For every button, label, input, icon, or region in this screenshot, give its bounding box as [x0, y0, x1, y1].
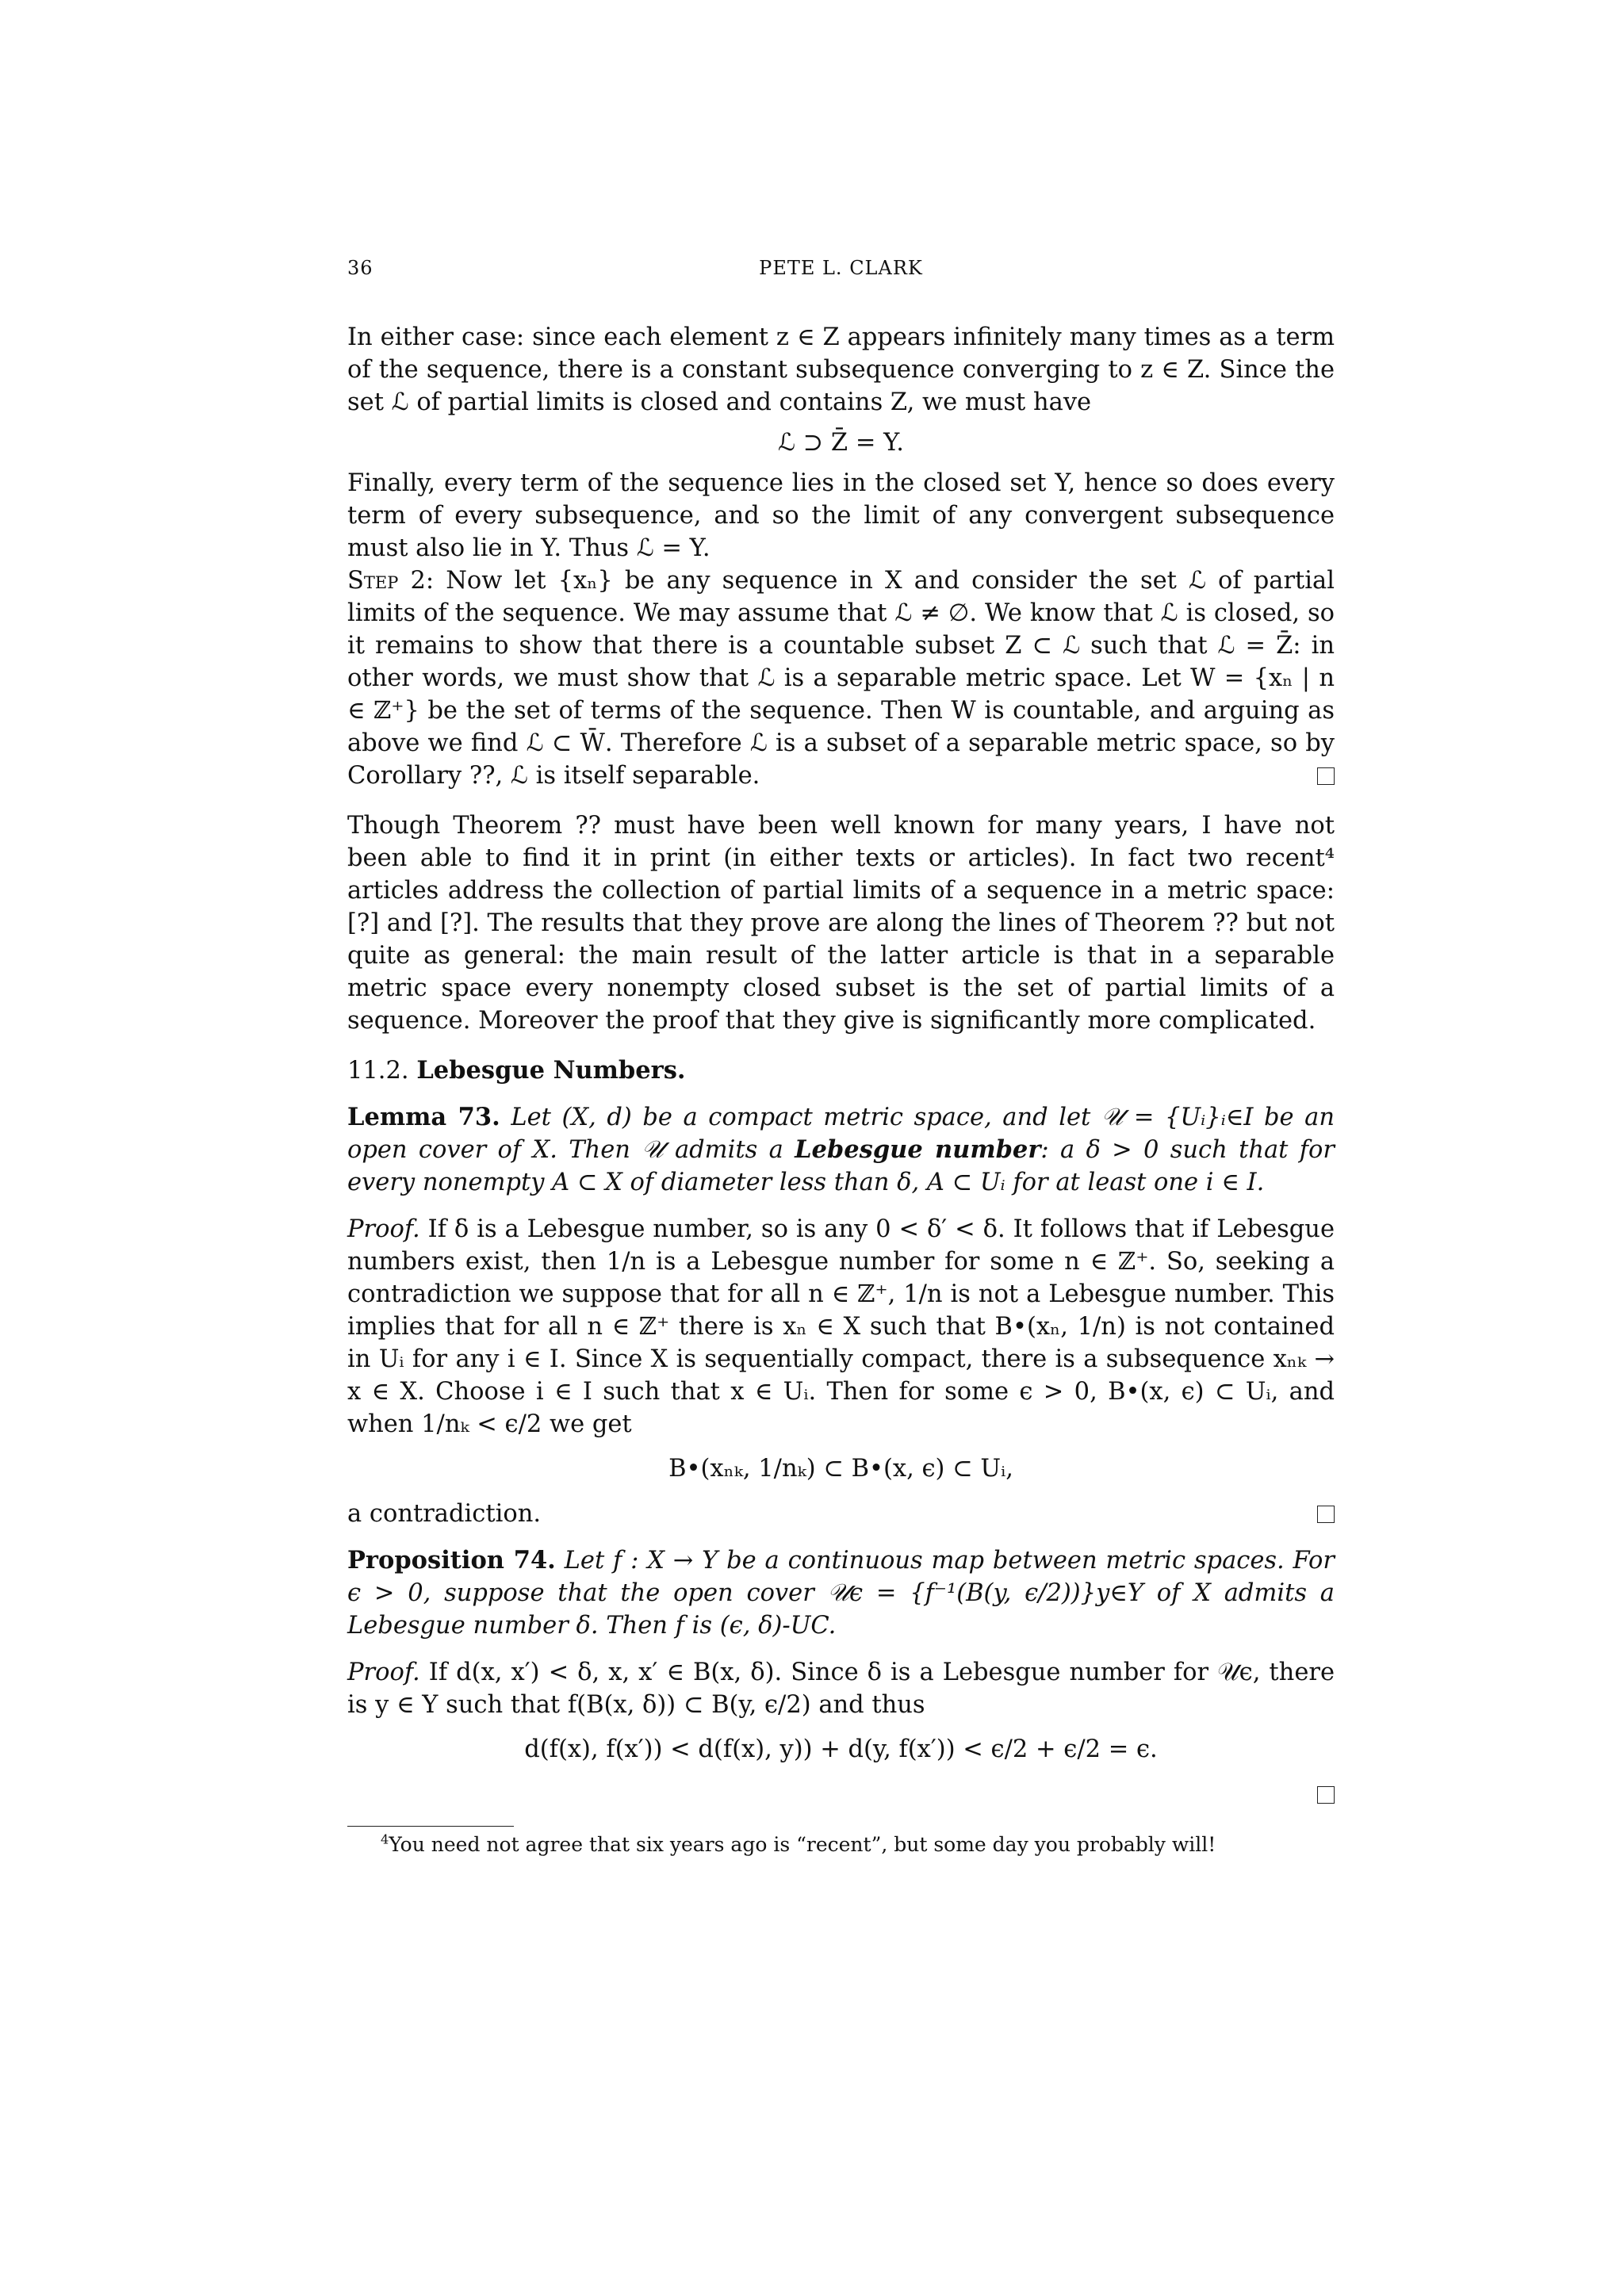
lemma-text-before: Let (X, d) be a compact metric space, and let 𝒰 = {Uᵢ}ᵢ∈I be an open cover of X. Then 𝒰 admits a — [347, 1104, 1335, 1164]
proposition-text: Let f : X → Y be a continuous map between metric spaces. For ϵ > 0, suppose that the open cover 𝒰ϵ = {f⁻¹(B(y, ϵ/2))}y∈Y of X admits a Lebesgue number δ. Then f is (ϵ, δ)-UC. — [347, 1547, 1335, 1640]
proof-2 — [347, 1656, 1335, 1721]
proposition-label: Proposition 74. — [347, 1546, 556, 1575]
qed-symbol — [1317, 1786, 1335, 1804]
qed-line — [347, 1778, 1335, 1810]
proposition-74 — [347, 1544, 1335, 1642]
equation-1: ℒ ⊃ Z̄ = Y. — [778, 429, 904, 457]
footnote-marker: 4 — [381, 1831, 389, 1847]
proof-2-equation: d(f(x), f(x′)) < d(f(x), y)) + d(y, f(x′)) < ϵ/2 + ϵ/2 = ϵ. — [524, 1735, 1158, 1763]
proof-2-text: If d(x, x′) < δ, x, x′ ∈ B(x, δ). Since δ is a Lebesgue number for 𝒰ϵ, there is y ∈ Y such that f(B(x, δ)) ⊂ B(y, ϵ/2) and thus — [347, 1659, 1335, 1719]
qed-symbol — [1317, 767, 1335, 785]
proof-1-closing: a contradiction. — [347, 1500, 542, 1528]
proof-2-label: Proof. — [347, 1659, 420, 1686]
section-title: Lebesgue Numbers. — [416, 1056, 686, 1085]
section-heading — [347, 1054, 1335, 1087]
qed-symbol — [1317, 1506, 1335, 1523]
step-2-text: : Now let {xₙ} be any sequence in X and consider the set ℒ of partial limits of the sequence. We may assume that ℒ ≠ ∅. We know that ℒ is closed, so it remains to show that there is a countable subset Z ⊂ ℒ such that ℒ = Z̄: in other words, we must show that ℒ is a separable metric space. Let W = {xₙ | n ∈ ℤ⁺} be the set of terms of the sequence. Then W is countable, and arguing as above we find ℒ ⊂ W̄. Therefore ℒ is a subset of a separable metric space, so by Corollary ??, ℒ is itself separable. — [347, 567, 1335, 790]
footnote-text: You need not agree that six years ago is “recent”, but some day you probably will! — [389, 1833, 1216, 1856]
proof-1-equation: B•(xₙₖ, 1/nₖ) ⊂ B•(x, ϵ) ⊂ Uᵢ, — [668, 1455, 1013, 1483]
paragraph-step-2 — [347, 564, 1335, 792]
step-2-label: Step 2 — [347, 567, 426, 595]
running-head: PETE L. CLARK — [759, 257, 923, 279]
lemma-73 — [347, 1101, 1335, 1199]
lemma-label: Lemma 73. — [347, 1103, 500, 1131]
proof-1-label: Proof. — [347, 1215, 420, 1243]
proof-1-text: If δ is a Lebesgue number, so is any 0 < δ′ < δ. It follows that if Lebesgue numbers exist, then 1/n is a Lebesgue number for some n ∈ ℤ⁺. So, seeking a contradiction we suppose that for all n ∈ ℤ⁺, 1/n is not a Lebesgue number. This implies that for all n ∈ ℤ⁺ there is xₙ ∈ X such that B•(xₙ, 1/n) is not contained in Uᵢ for any i ∈ I. Since X is sequentially compact, there is a subsequence xₙₖ → x ∈ X. Choose i ∈ I such that x ∈ Uᵢ. Then for some ϵ > 0, B•(x, ϵ) ⊂ Uᵢ, and when 1/nₖ < ϵ/2 we get — [347, 1215, 1335, 1438]
proof-1-closing-line — [347, 1498, 1335, 1530]
paragraph-4: Though Theorem ?? must have been well known for many years, I have not been able to find it in print (in either texts or articles). In fact two recent⁴ articles address the collection of partial limits of a sequence in a metric space: [?] and [?]. The results that they prove are along the lines of Theorem ?? but not quite as general: the main result of the latter article is that in a separable metric space every nonempty closed subset is the set of partial limits of a sequence. Moreover the proof that they give is significantly more complicated. — [347, 812, 1335, 1035]
footnote — [347, 1831, 1335, 1858]
paragraph-1: In either case: since each element z ∈ Z appears infinitely many times as a term of the sequence, there is a constant subsequence converging to z ∈ Z. Since the set ℒ of partial limits is closed and contains Z, we must have — [347, 323, 1335, 416]
page-number: 36 — [347, 257, 373, 279]
paragraph-2: Finally, every term of the sequence lies in the closed set Y, hence so does every term of every subsequence, and so the limit of any convergent subsequence must also lie in Y. Thus ℒ = Y. — [347, 469, 1335, 562]
lemma-term: Lebesgue number — [795, 1135, 1041, 1164]
page-body — [347, 321, 1335, 1858]
page-header — [347, 257, 1335, 289]
section-number: 11.2. — [347, 1057, 409, 1085]
proof-1 — [347, 1213, 1335, 1441]
lemma-text-after: : a δ > 0 such that for every nonempty A ⊂ X of diameter less than δ, A ⊂ Uᵢ for at least one i ∈ I. — [347, 1136, 1335, 1196]
footnote-rule — [347, 1826, 514, 1827]
